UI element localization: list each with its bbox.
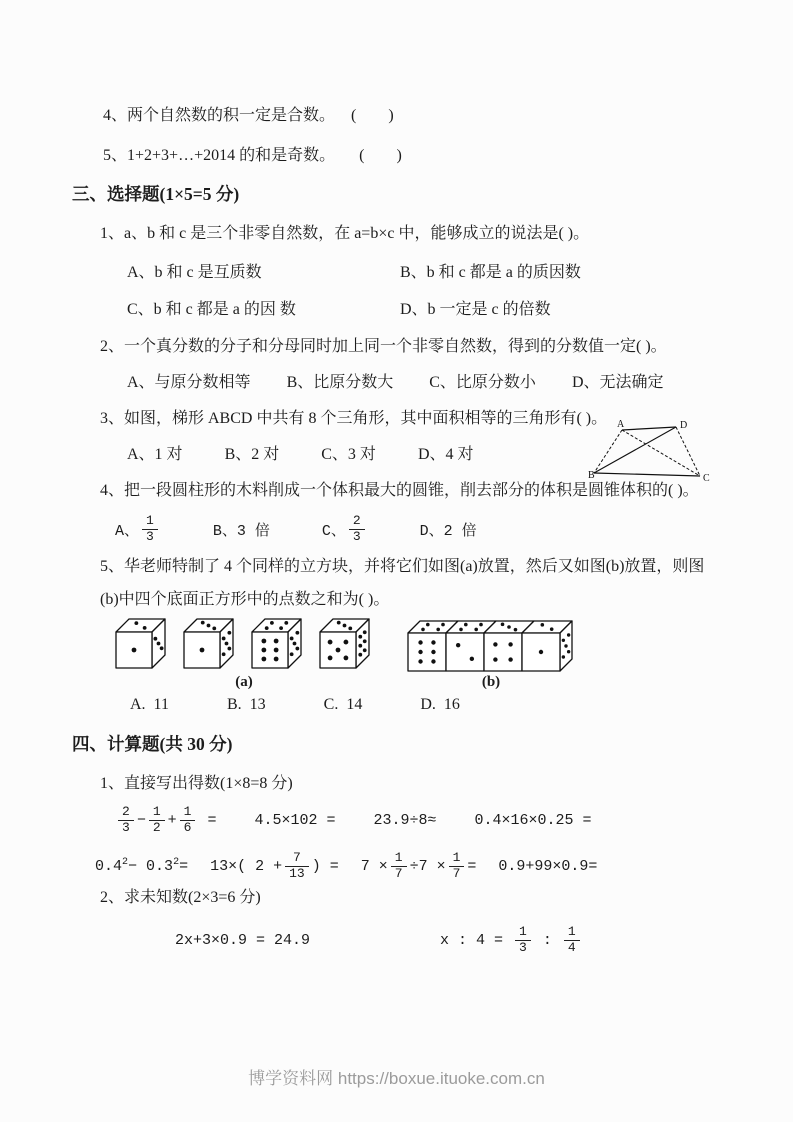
die-a-3 xyxy=(251,618,305,672)
mcq-5-question-line-2: (b)中四个底面正方形中的点数之和为( )。 xyxy=(100,591,390,608)
judge-item-5-text: 5、1+2+3+…+2014 的和是奇数。 xyxy=(103,147,336,164)
mcq-5-option-a: A. 11 xyxy=(130,696,169,713)
die-a-2 xyxy=(183,618,237,672)
mcq-3-option-a: A、1 对 xyxy=(127,446,183,463)
mcq-2-options xyxy=(127,373,793,393)
mcq-2-question: 2、一个真分数的分子和分母同时加上同一个非零自然数，得到的分数值一定( )。 xyxy=(100,338,667,355)
mcq-1-option-d: D、b 一定是 c 的倍数 xyxy=(400,301,551,318)
calc-expr-1-1: $\frac{2}{3}$ − $\frac{1}{2}$ + $\frac{1}{6}$ = xyxy=(115,805,216,836)
judge-item-5 xyxy=(103,146,793,166)
mcq-5-option-c: C. 14 xyxy=(323,696,363,713)
mcq-1-option-a: A、b 和 c 是互质数 xyxy=(127,264,262,281)
trapezoid-abcd-figure xyxy=(588,418,712,484)
die-a-1 xyxy=(115,618,169,672)
equation-2: x : 4 = $\frac{1}{3}$ : $\frac{1}{4}$ xyxy=(440,925,583,956)
calc-row-1 xyxy=(115,798,793,842)
mcq-1-options-row-2 xyxy=(127,300,793,320)
section-3-title: 三、选择题(1×5=5 分) xyxy=(72,184,240,204)
calc-expr-2-3: 7 × $\frac{1}{7}$ ÷7 × $\frac{1}{7}$ = xyxy=(360,849,477,881)
mcq-4-question: 4、把一段圆柱形的木料削成一个体积最大的圆锥，削去部分的体积是圆锥体积的( )。 xyxy=(100,482,699,499)
mcq-4-options xyxy=(115,507,793,551)
figure-b-label: (b) xyxy=(481,674,501,690)
calc-part-2-label: 2、求未知数(2×3=6 分) xyxy=(100,889,261,906)
mcq-3-option-c: C、3 对 xyxy=(321,446,376,463)
mcq-2-option-a: A、与原分数相等 xyxy=(127,374,251,391)
site-footer: 博学资料网 https://boxue.ituoke.com.cn xyxy=(248,1069,545,1088)
equation-row xyxy=(175,918,793,962)
vertex-d-label: D xyxy=(680,420,688,431)
calc-expr-1-4: 0.4×16×0.25 = xyxy=(474,811,592,829)
calc-expr-2-2: 13×( 2 + $\frac{7}{13}$ ) = xyxy=(210,849,339,881)
vertex-a-label: A xyxy=(617,419,625,430)
mcq-3-question: 3、如图，梯形 ABCD 中共有 8 个三角形，其中面积相等的三角形有( )。 xyxy=(100,410,608,427)
dice-row-b xyxy=(407,620,575,672)
dice-group-a xyxy=(115,618,373,672)
judge-item-5-blank: ( ) xyxy=(359,147,402,164)
mcq-4-option-a: A、 $\frac{1}{3}$ xyxy=(115,514,161,545)
calc-expr-1-2: 4.5×102 = xyxy=(254,811,336,829)
equation-1: 2x+3×0.9 = 24.9 xyxy=(175,931,311,949)
mcq-5-options xyxy=(130,695,793,715)
mcq-4-option-c: C、 $\frac{2}{3}$ xyxy=(322,514,368,545)
mcq-5-option-d: D. 16 xyxy=(420,696,460,713)
calc-expr-2-4: 0.9+99×0.9= xyxy=(498,857,598,875)
section-4-title: 四、计算题(共 30 分) xyxy=(72,734,233,754)
mcq-2-option-d: D、无法确定 xyxy=(571,374,664,391)
figure-a-label: (a) xyxy=(235,674,253,690)
mcq-1-option-b: B、b 和 c 都是 a 的质因数 xyxy=(400,264,581,281)
die-a-4 xyxy=(319,618,373,672)
mcq-3-option-d: D、4 对 xyxy=(417,446,474,463)
calc-expr-2-1: $0.4^2$ − $0.3^2$ = xyxy=(95,856,189,875)
vertex-c-label: C xyxy=(703,473,710,484)
calc-part-1-label: 1、直接写出得数(1×8=8 分) xyxy=(100,775,293,792)
judge-item-4 xyxy=(103,0,793,126)
calc-expr-1-3: 23.9÷8≈ xyxy=(373,811,437,829)
mcq-1-options-row-1 xyxy=(127,263,793,283)
mcq-4-option-b: B、3 倍 xyxy=(212,522,270,540)
mcq-1-question: 1、a、b 和 c 是三个非零自然数，在 a=b×c 中，能够成立的说法是( )。 xyxy=(100,225,590,242)
figure-a xyxy=(115,618,373,691)
judge-item-4-blank: ( ) xyxy=(351,107,394,124)
mcq-5-option-b: B. 13 xyxy=(226,696,266,713)
mcq-2-option-b: B、比原分数大 xyxy=(286,374,394,391)
dice-figures xyxy=(115,618,793,691)
vertex-b-label: B xyxy=(588,470,595,481)
mcq-3-option-b: B、2 对 xyxy=(224,446,280,463)
figure-b xyxy=(407,620,575,691)
calc-row-2 xyxy=(95,844,793,888)
mcq-2-option-c: C、比原分数小 xyxy=(429,374,536,391)
mcq-5-question-line-1: 5、华老师特制了 4 个同样的立方块，并将它们如图(a)放置，然后又如图(b)放置，则图 xyxy=(100,558,705,575)
mcq-4-option-d: D、2 倍 xyxy=(419,522,477,540)
judge-item-4-text: 4、两个自然数的积一定是合数。 xyxy=(103,107,336,124)
mcq-1-option-c: C、b 和 c 都是 a 的因 数 xyxy=(127,301,296,318)
